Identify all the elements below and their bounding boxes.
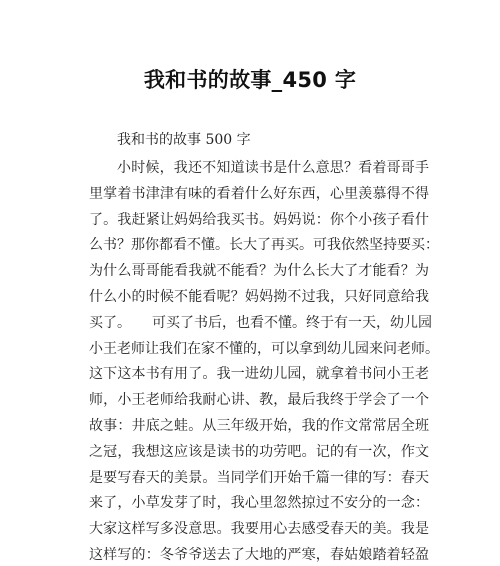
- document-title: 我和书的故事_450 字: [143, 68, 357, 92]
- body-line: 买了。 可买了书后，也看不懂。终于有一天，幼儿园: [89, 314, 432, 331]
- body-line: 小时候，我还不知道读书是什么意思？看着哥哥手: [117, 160, 429, 176]
- body-line: 了。我赶紧让妈妈给我买书。妈妈说：你个小孩子看什: [89, 211, 429, 228]
- body-line: 大家这样写多没意思。我要用心去感受春天的美。我是: [89, 521, 429, 538]
- body-line: 是要写春天的美景。当同学们开始千篇一律的写：春天: [89, 469, 429, 486]
- body-line: 这样写的：冬爷爷送去了大地的严寒，春姑娘踏着轻盈: [89, 546, 429, 563]
- body-line: 之冠，我想这应该是读书的功劳吧。记的有一次，作文: [89, 443, 429, 460]
- body-line: 为什么哥哥能看我就不能看？为什么长大了才能看？为: [89, 263, 429, 280]
- body-line: 来了，小草发芽了时，我心里忽然掠过不安分的一念：: [89, 495, 429, 512]
- body-line: 里掌着书津津有味的看着什么好东西，心里羡慕得不得: [89, 185, 429, 202]
- document-body: [89, 156, 439, 566]
- body-line: 什么小的时候不能看呢？妈妈拗不过我，只好同意给我: [89, 288, 429, 305]
- body-line: 么书？那你都看不懂。长大了再买。可我依然坚持要买：: [89, 237, 439, 254]
- body-line: 师，小王老师给我耐心讲、教，最后我终于学会了一个: [89, 392, 429, 409]
- document-subtitle: 我和书的故事 500 字: [117, 132, 251, 148]
- body-line: 故事：井底之蛙。从三年级开始，我的作文常常居全班: [89, 417, 429, 434]
- body-line: 小王老师让我们在家不懂的，可以拿到幼儿园来问老师。: [89, 340, 439, 357]
- body-line: 这下这本书有用了。我一进幼儿园，就拿着书问小王老: [89, 366, 429, 383]
